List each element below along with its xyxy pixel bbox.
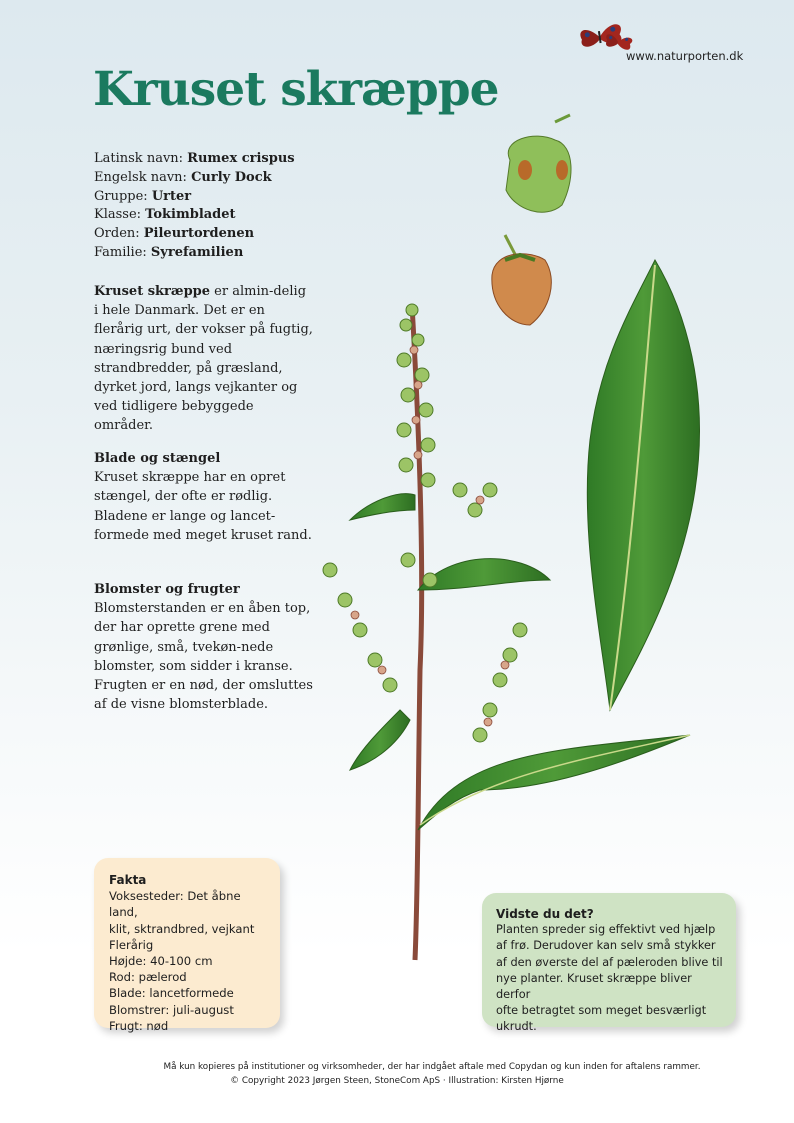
- info-row: [94, 225, 295, 244]
- info-row: [94, 244, 295, 263]
- info-value: Curly Dock: [191, 169, 272, 185]
- did-you-know-line: ofte betragtet som meget besværligt: [496, 1004, 707, 1018]
- site-url[interactable]: www.naturporten.dk: [626, 49, 744, 63]
- info-label: Klasse:: [94, 207, 146, 223]
- section-flowers-fruits: [94, 580, 314, 714]
- footer: [0, 1060, 794, 1088]
- did-you-know-box: [482, 893, 736, 1034]
- section-text: Blomsterstanden er en åben top, der har oprette grene med grønlige, små, tvekøn-nede blomster, som sidder i kranse. Frugten er en nød, der omsluttes af de visne blomsterblade.: [94, 601, 313, 713]
- intro-text: er almin-delig i hele Danmark. Det er en flerårig urt, der vokser på fugtig, næringsrig bund ved strandbredder, på græsland, dyrket jord, langs vejkanter og ved tidligere bebyggede områder.: [94, 284, 313, 434]
- info-value: Pileurtordenen: [143, 226, 255, 242]
- facts-line: Frugt: nød: [109, 1018, 169, 1033]
- info-value: Tokimbladet: [145, 207, 236, 223]
- facts-line: Voksesteder: Det åbne land,: [109, 889, 241, 920]
- facts-line: Blomstrer: juli-august: [109, 1002, 234, 1017]
- seed-pod-icon: [506, 115, 571, 212]
- facts-line: Flerårig: [109, 937, 154, 952]
- section-text: Kruset skræppe har en opret stængel, der ofte er rødlig. Bladene er lange og lancet-formede med meget kruset rand.: [94, 470, 312, 543]
- info-value: Urter: [151, 188, 192, 204]
- info-label: Orden:: [94, 226, 144, 242]
- curly-dock-plant-illustration: [300, 110, 720, 970]
- did-you-know-line: ukrudt.: [496, 1020, 537, 1034]
- facts-box: [94, 858, 280, 1033]
- section-heading: Blade og stængel: [94, 451, 221, 466]
- did-you-know-title: Vidste du det?: [496, 907, 594, 921]
- intro-bold: Kruset skræppe: [94, 284, 211, 299]
- page-title: Kruset skræppe: [93, 62, 499, 117]
- species-info: [94, 150, 295, 263]
- info-row: [94, 169, 295, 188]
- facts-line: Blade: lancetformede: [109, 986, 234, 1001]
- section-heading: Blomster og frugter: [94, 582, 240, 597]
- info-label: Latinsk navn:: [94, 151, 188, 166]
- did-you-know-line: Planten spreder sig effektivt ved hjælp: [496, 923, 716, 937]
- info-value: Rumex crispus: [187, 151, 295, 166]
- intro-paragraph: [94, 282, 314, 436]
- facts-line: Rod: pælerod: [109, 970, 187, 985]
- info-row: [94, 150, 295, 169]
- info-row: [94, 188, 295, 207]
- facts-line: klit, sktrandbred, vejkant: [109, 921, 255, 936]
- facts-title: Fakta: [109, 873, 147, 887]
- did-you-know-line: af den øverste del af pæleroden blive til: [496, 955, 723, 969]
- info-value: Syrefamilien: [150, 244, 244, 260]
- fruit-nut-icon: [492, 235, 551, 325]
- info-label: Gruppe:: [94, 188, 152, 204]
- info-row: [94, 206, 295, 225]
- footer-copy-notice: Må kun kopieres på institutioner og virksomheder, der har indgået aftale med Copydan og kun inden for aftalens rammer.: [163, 1062, 701, 1072]
- footer-copyright: © Copyright 2023 Jørgen Steen, StoneCom ApS · Illustration: Kirsten Hjørne: [230, 1076, 564, 1086]
- section-leaves-stem: [94, 449, 314, 545]
- info-label: Engelsk navn:: [94, 169, 192, 185]
- did-you-know-line: nye planter. Kruset skræppe bliver derfor: [496, 971, 692, 1002]
- did-you-know-line: af frø. Derudover kan selv små stykker: [496, 939, 716, 953]
- info-label: Familie:: [94, 244, 151, 260]
- facts-line: Højde: 40-100 cm: [109, 954, 213, 969]
